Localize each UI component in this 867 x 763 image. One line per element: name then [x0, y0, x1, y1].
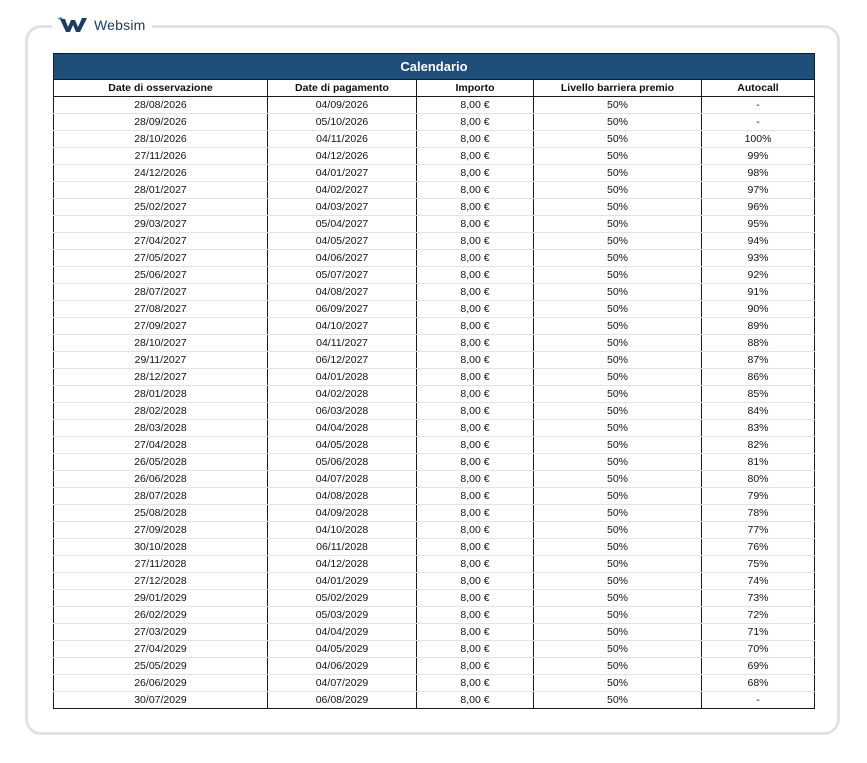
barrier-level-cell: 50% — [534, 131, 702, 148]
table-title: Calendario — [53, 53, 815, 79]
table-row — [54, 216, 815, 233]
observation-date-cell: 25/05/2029 — [54, 658, 268, 675]
amount-cell: 8,00 € — [417, 692, 534, 709]
payment-date-cell: 04/05/2028 — [268, 437, 417, 454]
table-row — [54, 335, 815, 352]
observation-date-cell: 26/06/2028 — [54, 471, 268, 488]
payment-date-cell: 05/02/2029 — [268, 590, 417, 607]
table-row — [54, 114, 815, 131]
observation-date-cell: 26/06/2029 — [54, 675, 268, 692]
autocall-cell: 73% — [702, 590, 815, 607]
barrier-level-cell: 50% — [534, 233, 702, 250]
barrier-level-cell: 50% — [534, 675, 702, 692]
autocall-cell: 69% — [702, 658, 815, 675]
table-row — [54, 454, 815, 471]
observation-date-cell: 27/04/2027 — [54, 233, 268, 250]
amount-cell: 8,00 € — [417, 641, 534, 658]
autocall-cell: 97% — [702, 182, 815, 199]
table-row — [54, 641, 815, 658]
autocall-cell: 75% — [702, 556, 815, 573]
observation-date-cell: 28/10/2027 — [54, 335, 268, 352]
barrier-level-cell: 50% — [534, 267, 702, 284]
payment-date-cell: 04/09/2028 — [268, 505, 417, 522]
amount-cell: 8,00 € — [417, 369, 534, 386]
table-row — [54, 437, 815, 454]
barrier-level-cell: 50% — [534, 488, 702, 505]
payment-date-cell: 05/07/2027 — [268, 267, 417, 284]
payment-date-cell: 04/08/2028 — [268, 488, 417, 505]
observation-date-cell: 27/11/2028 — [54, 556, 268, 573]
payment-date-cell: 04/02/2028 — [268, 386, 417, 403]
autocall-cell: 72% — [702, 607, 815, 624]
table-row — [54, 471, 815, 488]
observation-date-cell: 28/10/2026 — [54, 131, 268, 148]
observation-date-cell: 25/06/2027 — [54, 267, 268, 284]
barrier-level-cell: 50% — [534, 505, 702, 522]
amount-cell: 8,00 € — [417, 437, 534, 454]
autocall-cell: 93% — [702, 250, 815, 267]
payment-date-cell: 04/01/2028 — [268, 369, 417, 386]
table-row — [54, 352, 815, 369]
calendar-table-wrapper — [53, 53, 814, 709]
autocall-cell: - — [702, 692, 815, 709]
amount-cell: 8,00 € — [417, 284, 534, 301]
barrier-level-cell: 50% — [534, 97, 702, 114]
brand-name: Websim — [94, 17, 146, 33]
amount-cell: 8,00 € — [417, 403, 534, 420]
autocall-cell: 74% — [702, 573, 815, 590]
observation-date-cell: 27/03/2029 — [54, 624, 268, 641]
autocall-cell: 91% — [702, 284, 815, 301]
barrier-level-cell: 50% — [534, 250, 702, 267]
table-row — [54, 403, 815, 420]
autocall-cell: 92% — [702, 267, 815, 284]
payment-date-cell: 04/12/2026 — [268, 148, 417, 165]
barrier-level-cell: 50% — [534, 352, 702, 369]
table-row — [54, 488, 815, 505]
amount-cell: 8,00 € — [417, 573, 534, 590]
amount-cell: 8,00 € — [417, 318, 534, 335]
autocall-cell: 98% — [702, 165, 815, 182]
table-row — [54, 182, 815, 199]
table-row — [54, 573, 815, 590]
header-observation-date: Date di osservazione — [54, 80, 268, 97]
observation-date-cell: 25/08/2028 — [54, 505, 268, 522]
autocall-cell: 100% — [702, 131, 815, 148]
observation-date-cell: 27/09/2027 — [54, 318, 268, 335]
observation-date-cell: 26/05/2028 — [54, 454, 268, 471]
barrier-level-cell: 50% — [534, 641, 702, 658]
amount-cell: 8,00 € — [417, 233, 534, 250]
table-row — [54, 675, 815, 692]
payment-date-cell: 04/05/2027 — [268, 233, 417, 250]
payment-date-cell: 05/03/2029 — [268, 607, 417, 624]
observation-date-cell: 28/01/2028 — [54, 386, 268, 403]
table-row — [54, 148, 815, 165]
barrier-level-cell: 50% — [534, 556, 702, 573]
autocall-cell: 90% — [702, 301, 815, 318]
table-row — [54, 318, 815, 335]
observation-date-cell: 29/11/2027 — [54, 352, 268, 369]
barrier-level-cell: 50% — [534, 471, 702, 488]
websim-logo-icon — [56, 16, 90, 34]
observation-date-cell: 28/09/2026 — [54, 114, 268, 131]
observation-date-cell: 27/09/2028 — [54, 522, 268, 539]
autocall-cell: 94% — [702, 233, 815, 250]
barrier-level-cell: 50% — [534, 522, 702, 539]
barrier-level-cell: 50% — [534, 284, 702, 301]
amount-cell: 8,00 € — [417, 182, 534, 199]
payment-date-cell: 04/05/2029 — [268, 641, 417, 658]
payment-date-cell: 06/09/2027 — [268, 301, 417, 318]
table-row — [54, 658, 815, 675]
table-row — [54, 607, 815, 624]
table-row — [54, 369, 815, 386]
amount-cell: 8,00 € — [417, 386, 534, 403]
payment-date-cell: 06/08/2029 — [268, 692, 417, 709]
table-row — [54, 165, 815, 182]
payment-date-cell: 04/07/2029 — [268, 675, 417, 692]
observation-date-cell: 28/02/2028 — [54, 403, 268, 420]
amount-cell: 8,00 € — [417, 471, 534, 488]
observation-date-cell: 29/01/2029 — [54, 590, 268, 607]
amount-cell: 8,00 € — [417, 267, 534, 284]
autocall-cell: - — [702, 97, 815, 114]
amount-cell: 8,00 € — [417, 658, 534, 675]
autocall-cell: 71% — [702, 624, 815, 641]
barrier-level-cell: 50% — [534, 369, 702, 386]
payment-date-cell: 05/06/2028 — [268, 454, 417, 471]
autocall-cell: 79% — [702, 488, 815, 505]
autocall-cell: 95% — [702, 216, 815, 233]
amount-cell: 8,00 € — [417, 148, 534, 165]
payment-date-cell: 04/10/2027 — [268, 318, 417, 335]
amount-cell: 8,00 € — [417, 301, 534, 318]
observation-date-cell: 28/12/2027 — [54, 369, 268, 386]
table-row — [54, 301, 815, 318]
barrier-level-cell: 50% — [534, 386, 702, 403]
autocall-cell: 86% — [702, 369, 815, 386]
table-row — [54, 556, 815, 573]
barrier-level-cell: 50% — [534, 165, 702, 182]
header-autocall: Autocall — [702, 80, 815, 97]
barrier-level-cell: 50% — [534, 454, 702, 471]
amount-cell: 8,00 € — [417, 250, 534, 267]
autocall-cell: 82% — [702, 437, 815, 454]
amount-cell: 8,00 € — [417, 556, 534, 573]
payment-date-cell: 04/11/2026 — [268, 131, 417, 148]
table-row — [54, 590, 815, 607]
payment-date-cell: 05/10/2026 — [268, 114, 417, 131]
table-row — [54, 284, 815, 301]
observation-date-cell: 27/12/2028 — [54, 573, 268, 590]
autocall-cell: 87% — [702, 352, 815, 369]
autocall-cell: 77% — [702, 522, 815, 539]
amount-cell: 8,00 € — [417, 165, 534, 182]
payment-date-cell: 04/10/2028 — [268, 522, 417, 539]
table-row — [54, 420, 815, 437]
payment-date-cell: 04/04/2029 — [268, 624, 417, 641]
payment-date-cell: 04/04/2028 — [268, 420, 417, 437]
table-row — [54, 267, 815, 284]
calendar-table — [53, 53, 815, 709]
table-row — [54, 97, 815, 114]
amount-cell: 8,00 € — [417, 522, 534, 539]
table-row — [54, 692, 815, 709]
barrier-level-cell: 50% — [534, 658, 702, 675]
amount-cell: 8,00 € — [417, 199, 534, 216]
observation-date-cell: 30/10/2028 — [54, 539, 268, 556]
header-amount: Importo — [417, 80, 534, 97]
barrier-level-cell: 50% — [534, 114, 702, 131]
autocall-cell: 88% — [702, 335, 815, 352]
payment-date-cell: 04/08/2027 — [268, 284, 417, 301]
observation-date-cell: 28/07/2028 — [54, 488, 268, 505]
autocall-cell: 83% — [702, 420, 815, 437]
barrier-level-cell: 50% — [534, 318, 702, 335]
autocall-cell: 81% — [702, 454, 815, 471]
barrier-level-cell: 50% — [534, 148, 702, 165]
barrier-level-cell: 50% — [534, 590, 702, 607]
observation-date-cell: 29/03/2027 — [54, 216, 268, 233]
amount-cell: 8,00 € — [417, 607, 534, 624]
table-row — [54, 624, 815, 641]
barrier-level-cell: 50% — [534, 624, 702, 641]
amount-cell: 8,00 € — [417, 216, 534, 233]
observation-date-cell: 28/03/2028 — [54, 420, 268, 437]
table-row — [54, 505, 815, 522]
payment-date-cell: 04/07/2028 — [268, 471, 417, 488]
observation-date-cell: 28/08/2026 — [54, 97, 268, 114]
table-row — [54, 233, 815, 250]
payment-date-cell: 04/09/2026 — [268, 97, 417, 114]
autocall-cell: 96% — [702, 199, 815, 216]
payment-date-cell: 04/06/2027 — [268, 250, 417, 267]
barrier-level-cell: 50% — [534, 403, 702, 420]
barrier-level-cell: 50% — [534, 437, 702, 454]
payment-date-cell: 04/11/2027 — [268, 335, 417, 352]
autocall-cell: 78% — [702, 505, 815, 522]
observation-date-cell: 26/02/2029 — [54, 607, 268, 624]
payment-date-cell: 04/12/2028 — [268, 556, 417, 573]
barrier-level-cell: 50% — [534, 301, 702, 318]
observation-date-cell: 28/07/2027 — [54, 284, 268, 301]
barrier-level-cell: 50% — [534, 573, 702, 590]
barrier-level-cell: 50% — [534, 216, 702, 233]
amount-cell: 8,00 € — [417, 454, 534, 471]
amount-cell: 8,00 € — [417, 624, 534, 641]
amount-cell: 8,00 € — [417, 539, 534, 556]
autocall-cell: 99% — [702, 148, 815, 165]
table-header-row — [54, 80, 815, 97]
amount-cell: 8,00 € — [417, 488, 534, 505]
payment-date-cell: 04/02/2027 — [268, 182, 417, 199]
observation-date-cell: 27/08/2027 — [54, 301, 268, 318]
barrier-level-cell: 50% — [534, 607, 702, 624]
barrier-level-cell: 50% — [534, 335, 702, 352]
amount-cell: 8,00 € — [417, 131, 534, 148]
payment-date-cell: 05/04/2027 — [268, 216, 417, 233]
table-row — [54, 539, 815, 556]
autocall-cell: 76% — [702, 539, 815, 556]
autocall-cell: 84% — [702, 403, 815, 420]
amount-cell: 8,00 € — [417, 420, 534, 437]
header-barrier-level: Livello barriera premio — [534, 80, 702, 97]
table-row — [54, 199, 815, 216]
autocall-cell: - — [702, 114, 815, 131]
observation-date-cell: 25/02/2027 — [54, 199, 268, 216]
payment-date-cell: 04/01/2027 — [268, 165, 417, 182]
autocall-cell: 70% — [702, 641, 815, 658]
observation-date-cell: 27/04/2028 — [54, 437, 268, 454]
barrier-level-cell: 50% — [534, 692, 702, 709]
payment-date-cell: 06/03/2028 — [268, 403, 417, 420]
amount-cell: 8,00 € — [417, 114, 534, 131]
header-payment-date: Date di pagamento — [268, 80, 417, 97]
brand-logo[interactable] — [52, 14, 152, 36]
observation-date-cell: 24/12/2026 — [54, 165, 268, 182]
observation-date-cell: 28/01/2027 — [54, 182, 268, 199]
barrier-level-cell: 50% — [534, 199, 702, 216]
amount-cell: 8,00 € — [417, 590, 534, 607]
payment-date-cell: 06/11/2028 — [268, 539, 417, 556]
table-row — [54, 131, 815, 148]
payment-date-cell: 06/12/2027 — [268, 352, 417, 369]
barrier-level-cell: 50% — [534, 539, 702, 556]
table-body — [54, 97, 815, 709]
table-row — [54, 386, 815, 403]
observation-date-cell: 27/05/2027 — [54, 250, 268, 267]
amount-cell: 8,00 € — [417, 352, 534, 369]
amount-cell: 8,00 € — [417, 675, 534, 692]
autocall-cell: 85% — [702, 386, 815, 403]
table-row — [54, 522, 815, 539]
observation-date-cell: 27/11/2026 — [54, 148, 268, 165]
amount-cell: 8,00 € — [417, 505, 534, 522]
autocall-cell: 68% — [702, 675, 815, 692]
autocall-cell: 89% — [702, 318, 815, 335]
observation-date-cell: 30/07/2029 — [54, 692, 268, 709]
barrier-level-cell: 50% — [534, 420, 702, 437]
payment-date-cell: 04/01/2029 — [268, 573, 417, 590]
amount-cell: 8,00 € — [417, 97, 534, 114]
observation-date-cell: 27/04/2029 — [54, 641, 268, 658]
payment-date-cell: 04/06/2029 — [268, 658, 417, 675]
barrier-level-cell: 50% — [534, 182, 702, 199]
autocall-cell: 80% — [702, 471, 815, 488]
table-row — [54, 250, 815, 267]
amount-cell: 8,00 € — [417, 335, 534, 352]
payment-date-cell: 04/03/2027 — [268, 199, 417, 216]
